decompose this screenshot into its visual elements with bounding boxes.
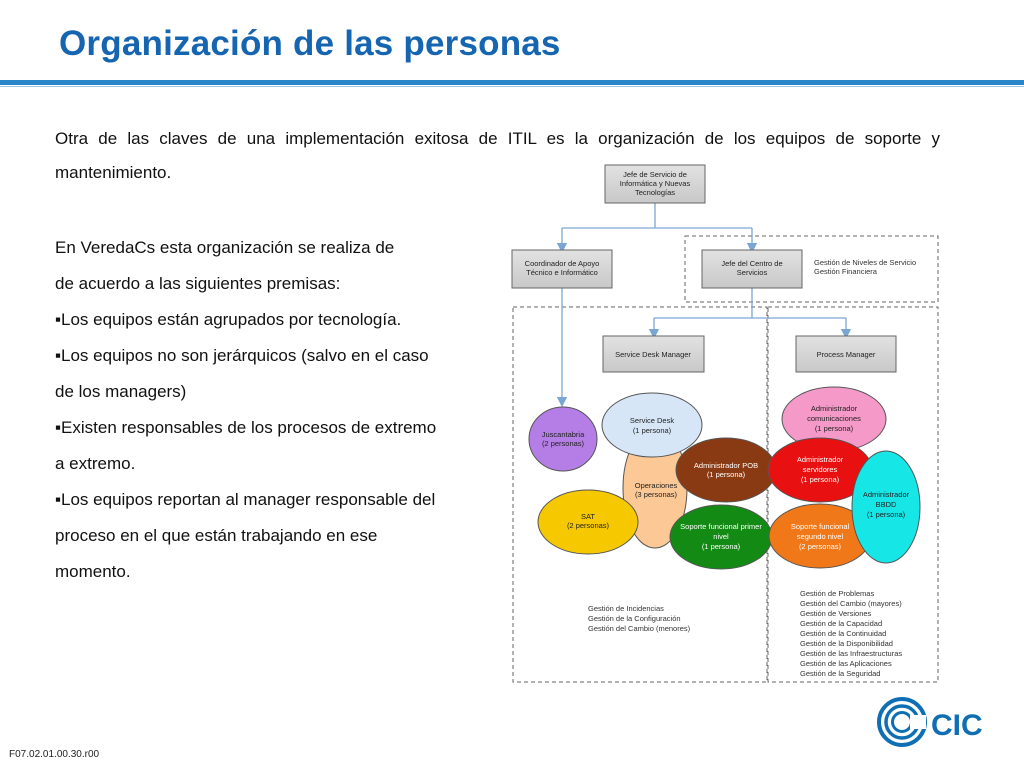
svg-text:Gestión del Cambio (menores): Gestión del Cambio (menores): [588, 624, 691, 633]
svg-text:Gestión de Niveles de Servicio: Gestión de Niveles de Servicio: [814, 258, 917, 267]
page-title: Organización de las personas: [59, 24, 561, 63]
svg-text:comunicaciones: comunicaciones: [807, 414, 861, 423]
svg-text:Informática y Nuevas: Informática y Nuevas: [619, 179, 691, 188]
svg-text:Técnico e Informático: Técnico e Informático: [526, 268, 598, 277]
svg-text:Coordinador de Apoyo: Coordinador de Apoyo: [524, 259, 600, 268]
svg-text:Soporte funcional: Soporte funcional: [790, 522, 850, 531]
svg-text:Operaciones: Operaciones: [634, 481, 678, 490]
premise-line: de acuerdo a las siguientes premisas:: [55, 274, 341, 293]
svg-text:Gestión de la Continuidad: Gestión de la Continuidad: [800, 629, 887, 638]
svg-text:Gestión del Cambio (mayores): Gestión del Cambio (mayores): [800, 599, 902, 608]
svg-text:nivel: nivel: [713, 532, 729, 541]
svg-text:Gestión de la Seguridad: Gestión de la Seguridad: [800, 669, 881, 678]
premise-line: ▪Los equipos están agrupados por tecnología.: [55, 310, 402, 329]
svg-text:Gestión de Versiones: Gestión de Versiones: [800, 609, 872, 618]
premise-line: ▪Los equipos reportan al manager responsable del: [55, 490, 436, 509]
note-problemas: [800, 589, 902, 678]
svg-text:Administrador: Administrador: [810, 404, 858, 413]
svg-text:Jefe del Centro de: Jefe del Centro de: [721, 259, 783, 268]
svg-text:(1 persona): (1 persona): [632, 426, 672, 435]
svg-text:segundo nivel: segundo nivel: [796, 532, 844, 541]
svg-text:BBDD: BBDD: [875, 500, 897, 509]
svg-text:(2 personas): (2 personas): [566, 521, 610, 530]
svg-text:Gestión de la Capacidad: Gestión de la Capacidad: [800, 619, 883, 628]
svg-text:Gestión de la Configuración: Gestión de la Configuración: [588, 614, 681, 623]
svg-text:Administrador: Administrador: [862, 490, 910, 499]
box-coordinador: [512, 250, 612, 288]
team-juscantabria: [529, 407, 597, 471]
premise-line: momento.: [55, 562, 131, 581]
team-admin-pob: [676, 438, 776, 502]
svg-text:Soporte funcional primer: Soporte funcional primer: [680, 522, 762, 531]
svg-text:SAT: SAT: [580, 512, 596, 521]
cic-logo-text: CIC: [931, 709, 983, 742]
svg-text:servidores: servidores: [802, 465, 838, 474]
premise-line: de los managers): [55, 382, 187, 401]
svg-text:(1 persona): (1 persona): [814, 424, 854, 433]
svg-text:(1 persona): (1 persona): [701, 542, 741, 551]
box-service-desk-manager: [603, 336, 704, 372]
team-soporte-primer-nivel: [670, 505, 772, 569]
svg-text:Service Desk: Service Desk: [629, 416, 675, 425]
svg-text:Process Manager: Process Manager: [816, 350, 876, 359]
svg-text:Gestión de la Disponibilidad: Gestión de la Disponibilidad: [800, 639, 893, 648]
box-jefe-servicio: [605, 165, 705, 203]
premise-line: a extremo.: [55, 454, 136, 473]
premise-line: proceso en el que están trabajando en ese: [55, 526, 378, 545]
svg-text:(3 personas): (3 personas): [634, 490, 678, 499]
svg-text:Gestión de Incidencias: Gestión de Incidencias: [588, 604, 664, 613]
svg-text:(2 personas): (2 personas): [541, 439, 585, 448]
premise-line: ▪Existen responsables de los procesos de extremo: [55, 418, 437, 437]
svg-text:(1 persona): (1 persona): [866, 510, 906, 519]
intro-paragraph: Otra de las claves de una implementación exitosa de ITIL es la organización de los equipos de soporte y mantenimiento.: [55, 129, 940, 182]
svg-text:Gestión de las Infraestructura: Gestión de las Infraestructuras: [800, 649, 903, 658]
svg-text:Jefe de Servicio de: Jefe de Servicio de: [623, 170, 687, 179]
note-niveles: [814, 258, 916, 276]
svg-text:Tecnologías: Tecnologías: [634, 188, 676, 197]
svg-text:Administrador: Administrador: [796, 455, 844, 464]
svg-text:(1 persona): (1 persona): [706, 470, 746, 479]
footer-code: F07.02.01.00.30.r00: [9, 749, 100, 760]
svg-text:Gestión de Problemas: Gestión de Problemas: [800, 589, 875, 598]
svg-text:Service Desk Manager: Service Desk Manager: [615, 350, 691, 359]
premise-line: ▪Los equipos no son jerárquicos (salvo en el caso: [55, 346, 429, 365]
cic-rings-icon: [879, 699, 926, 745]
note-incidencias: [588, 604, 691, 633]
team-admin-bbdd: [852, 451, 920, 563]
box-jefe-centro: [702, 250, 802, 288]
svg-text:Servicios: Servicios: [736, 268, 768, 277]
svg-text:Gestión Financiera: Gestión Financiera: [814, 267, 877, 276]
cic-logo: [876, 695, 996, 749]
svg-text:Administrador POB: Administrador POB: [693, 461, 759, 470]
svg-text:Juscantabria: Juscantabria: [541, 430, 585, 439]
team-service-desk: [602, 393, 702, 457]
box-process-manager: [796, 336, 896, 372]
team-sat: [538, 490, 638, 554]
svg-text:Gestión de las Aplicaciones: Gestión de las Aplicaciones: [800, 659, 892, 668]
premise-line: En VeredaCs esta organización se realiza de: [55, 238, 395, 257]
svg-text:(1 persona): (1 persona): [800, 475, 840, 484]
svg-text:(2 personas): (2 personas): [798, 542, 842, 551]
